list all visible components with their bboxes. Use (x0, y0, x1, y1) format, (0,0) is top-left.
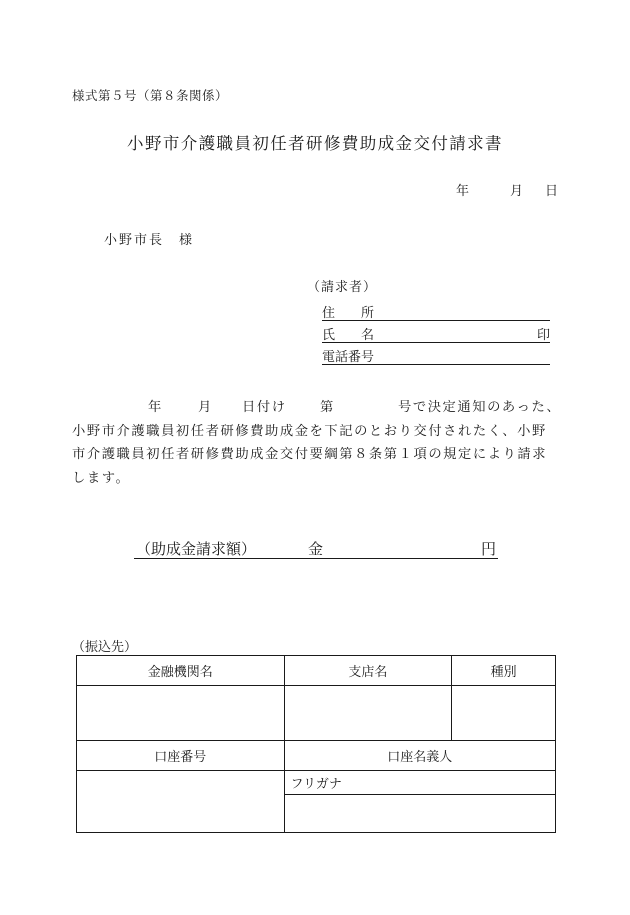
body-line-1 (72, 396, 560, 420)
bank-name-cell[interactable] (77, 686, 285, 741)
body-dai: 第 (320, 400, 335, 415)
kin-label: 金 (308, 540, 324, 558)
seal-mark: 印 (536, 328, 550, 343)
body-line-3: 市介護職員初任者研修費助成金交付要綱第８条第１項の規定により請求 (72, 447, 548, 462)
body-line-4: します。 (72, 470, 131, 486)
date-day-label: 日 (545, 184, 559, 199)
request-body (72, 396, 560, 490)
furigana-cell[interactable] (284, 771, 555, 795)
body-year: 年 (148, 400, 163, 415)
date-year-label: 年 (456, 184, 470, 199)
body-line-2: 小野市介護職員初任者研修費助成金を下記のとおり交付されたく、小野 (72, 423, 547, 439)
account-type-cell[interactable] (452, 686, 556, 741)
phone-label: 電話番号 (322, 350, 375, 365)
claim-amount-field[interactable] (134, 538, 498, 559)
name-label: 氏 名 (322, 328, 375, 343)
name-field[interactable] (322, 322, 550, 343)
account-holder-header: 口座名義人 (284, 741, 555, 771)
body-dated: 日付け (242, 400, 287, 415)
branch-cell[interactable] (284, 686, 452, 741)
address-field[interactable] (322, 300, 550, 321)
account-number-cell[interactable] (77, 771, 285, 833)
account-type-header: 種別 (452, 656, 556, 686)
claim-amount-label: （助成金請求額） (136, 540, 257, 558)
claimant-heading: （請求者） (307, 280, 378, 295)
date-month-label: 月 (510, 184, 524, 199)
form-number: 様式第５号（第８条関係） (72, 88, 229, 103)
address-label: 住 所 (322, 306, 375, 321)
bank-name-header: 金融機関名 (77, 656, 285, 686)
bank-account-table (76, 655, 556, 833)
yen-label: 円 (480, 540, 496, 558)
account-number-header: 口座番号 (77, 741, 285, 771)
document-title: 小野市介護職員初任者研修費助成金交付請求書 (127, 134, 503, 153)
phone-field[interactable] (322, 344, 550, 365)
body-line-1-rest: 号で決定通知のあった、 (398, 400, 562, 415)
furigana-label: フリガナ (290, 777, 342, 792)
account-holder-cell[interactable] (284, 795, 555, 833)
branch-header: 支店名 (284, 656, 452, 686)
body-month: 月 (198, 400, 213, 415)
addressee: 小野市長 様 (104, 233, 195, 248)
transfer-heading: （振込先） (72, 640, 138, 655)
